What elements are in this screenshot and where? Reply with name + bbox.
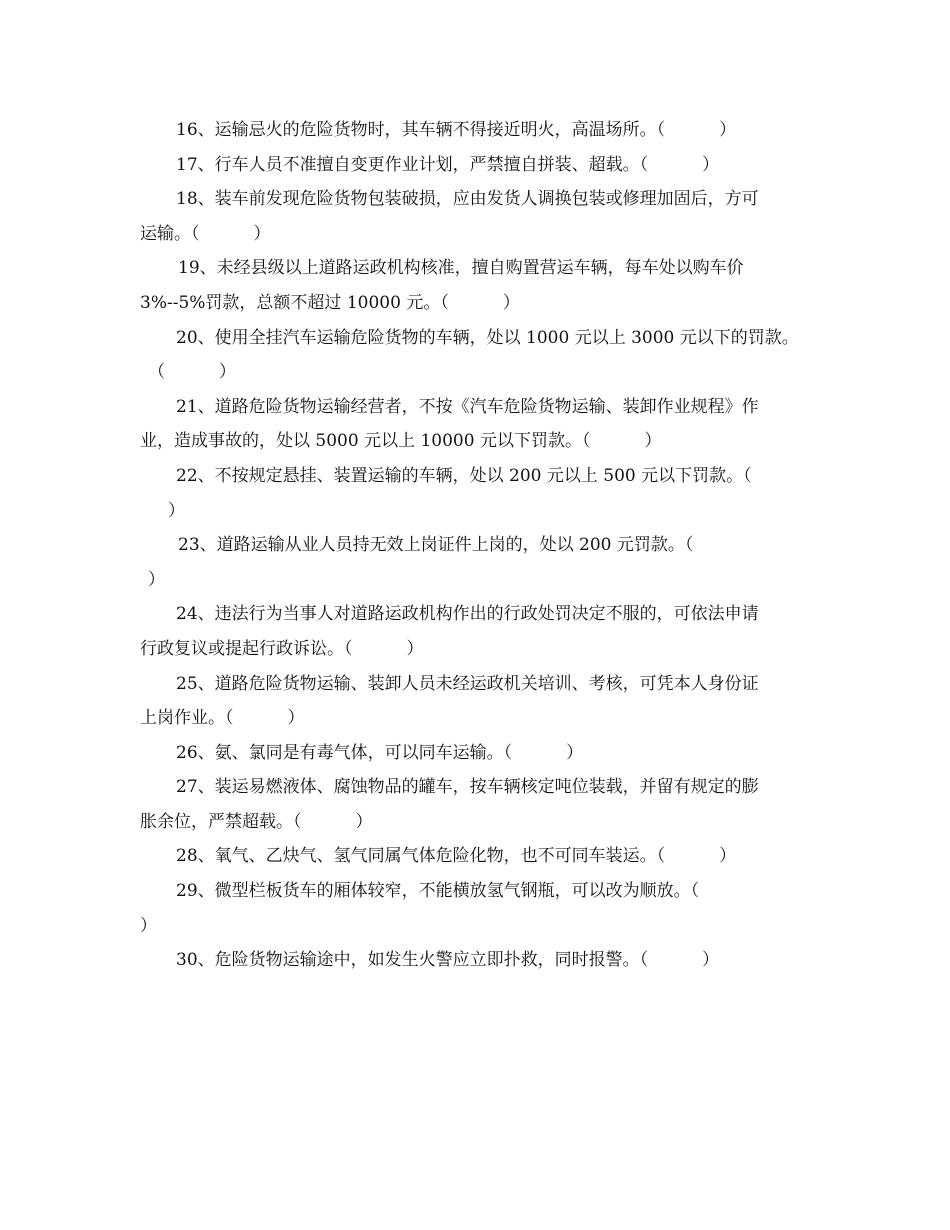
question-list [140,113,820,978]
question-24-line-2: 行政复议或提起行政诉讼。（ ） [140,638,424,659]
question-23-line-1: 23、道路运输从业人员持无效上岗证件上岗的，处以 200 元罚款。（ [178,535,694,556]
question-22-line-2: ） [168,500,185,521]
question-20-line-1: 20、使用全挂汽车运输危险货物的车辆，处以 1000 元以上 3000 元以下的罚款。 [176,327,799,348]
question-21-line-1: 21、道路危险货物运输经营者，不按《汽车危险货物运输、装卸作业规程》作 [176,396,759,417]
question-18-line-1: 18、装车前发现危险货物包装破损，应由发货人调换包装或修理加固后，方可 [176,189,759,210]
question-20-line-2: （ ） [148,362,237,383]
question-25-line-2: 上岗作业。（ ） [140,708,305,729]
question-21-line-2: 业，造成事故的，处以 5000 元以上 10000 元以下罚款。（ ） [140,431,662,452]
question-19-line-2: 3%--5%罚款，总额不超过 10000 元。（ ） [140,292,520,313]
question-27-line-1: 27、装运易燃液体、腐蚀物品的罐车，按车辆核定吨位装载，并留有规定的膨 [176,777,759,798]
question-29-line-2: ） [140,915,157,936]
question-17-line-1: 17、行车人员不准擅自变更作业计划，严禁擅自拼装、超载。（ ） [176,154,720,175]
question-23-line-2: ） [148,569,165,590]
question-18-line-2: 运输。（ ） [140,223,271,244]
question-28-line-1: 28、氧气、乙炔气、氢气同属气体危险化物，也不可同车装运。（ ） [176,846,737,867]
question-27-line-2: 胀余位，严禁超载。（ ） [140,811,373,832]
question-16-line-1: 16、运输忌火的危险货物时，其车辆不得接近明火，高温场所。（ ） [176,120,737,140]
question-25-line-1: 25、道路危险货物运输、装卸人员未经运政机关培训、考核，可凭本人身份证 [176,673,759,694]
question-30-line-1: 30、危险货物运输途中，如发生火警应立即扑救，同时报警。（ ） [176,950,720,971]
question-26-line-1: 26、氨、氯同是有毒气体，可以同车运输。（ ） [176,742,584,763]
question-29-line-1: 29、微型栏板货车的厢体较窄，不能横放氢气钢瓶，可以改为顺放。（ [176,881,700,902]
question-19-line-1: 19、未经县级以上道路运政机构核准，擅自购置营运车辆，每车处以购车价 [178,258,744,279]
question-22-line-1: 22、不按规定悬挂、装置运输的车辆，处以 200 元以上 500 元以下罚款。（ [176,465,752,486]
question-24-line-1: 24、违法行为当事人对道路运政机构作出的行政处罚决定不服的，可依法申请 [176,604,759,625]
